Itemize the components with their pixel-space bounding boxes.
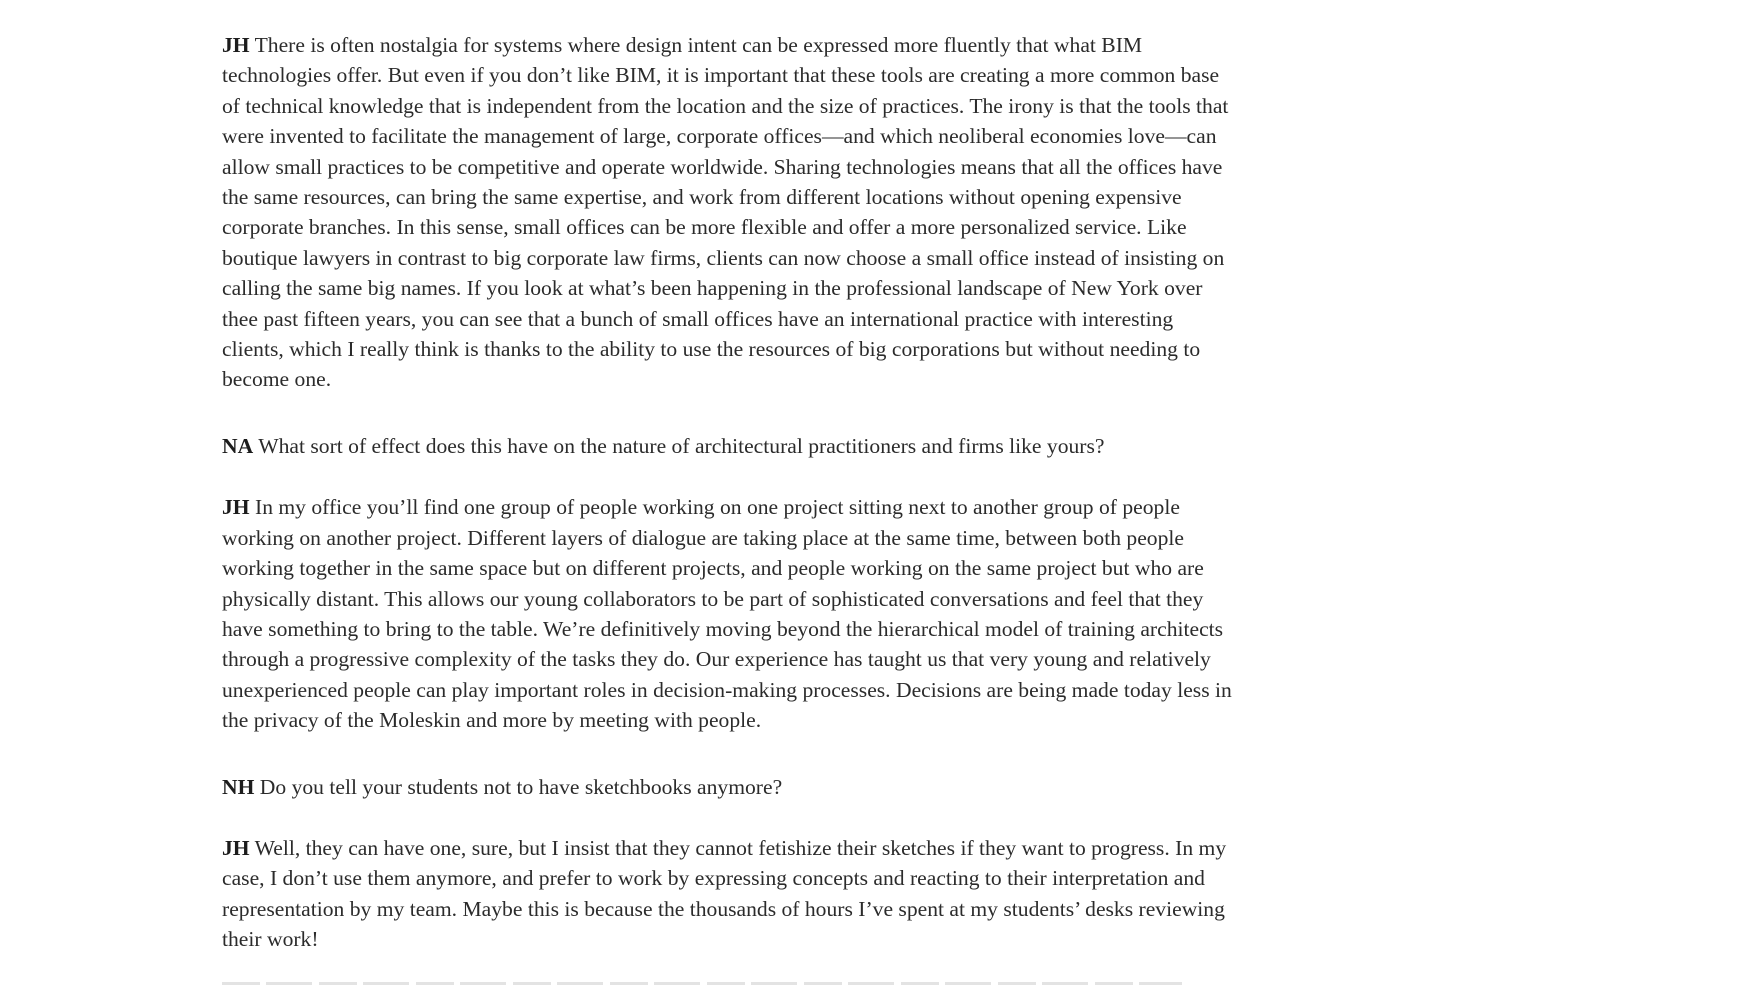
interview-paragraph-3 — [222, 492, 1232, 735]
next-paragraph-cutoff — [222, 978, 1182, 985]
paragraph-text: Do you tell your students not to have sketchbooks anymore? — [259, 774, 783, 799]
paragraph-text: There is often nostalgia for systems where design intent can be expressed more fluently that what BIM technologies offer. But even if you don’t like BIM, it is important that these tools are creating a more common base of technical knowledge that is independent from the location and the size of practices. The irony is that the tools that were invented to facilitate the management of large, corporate offices—and which neoliberal economies love—can allow small practices to be competitive and operate worldwide. Sharing technologies means that all the offices have the same resources, can bring the same expertise, and work from different locations without opening expensive corporate branches. In this sense, small offices can be more flexible and offer a more personalized service. Like boutique lawyers in contrast to big corporate law firms, clients can now choose a small office instead of insisting on calling the same big names. If you look at what’s been happening in the professional landscape of New York over thee past fifteen years, you can see that a bunch of small offices have an international practice with interesting clients, which I really think is thanks to the ability to use the resources of big corporations but without needing to become one. — [222, 33, 1229, 392]
interview-paragraph-2 — [222, 431, 1232, 461]
speaker-initials: NH — [222, 774, 255, 799]
speaker-initials: JH — [222, 495, 250, 520]
speaker-initials: JH — [222, 33, 250, 57]
speaker-initials: NA — [222, 433, 254, 458]
paragraph-text: What sort of effect does this have on the nature of architectural practitioners and firms like yours? — [258, 433, 1105, 458]
interview-paragraph-5 — [222, 833, 1232, 955]
speaker-initials: JH — [222, 835, 250, 860]
paragraph-text: Well, they can have one, sure, but I insist that they cannot fetishize their sketches if they want to progress. In my case, I don’t use them anymore, and prefer to work by expressing concepts and reacting to their interpretation and representation by my team. Maybe this is because the thousands of hours I’ve spent at my students’ desks reviewing their work! — [222, 835, 1227, 952]
interview-paragraph-4 — [222, 772, 1232, 802]
interview-paragraph-1 — [222, 30, 1232, 395]
paragraph-text: In my office you’ll find one group of people working on one project sitting next to another group of people working on another project. Different layers of dialogue are taking place at the same time, between both people working together in the same space but on different projects, and people working on the same project but who are physically distant. This allows our young collaborators to be part of sophisticated conversations and feel that they have something to bring to the table. We’re definitively moving beyond the hierarchical model of training architects through a progressive complexity of the tasks they do. Our experience has taught us that very young and relatively unexperienced people can play important roles in decision-making processes. Decisions are being made today less in the privacy of the Moleskin and more by meeting with people. — [222, 495, 1232, 733]
article-body — [222, 30, 1232, 991]
